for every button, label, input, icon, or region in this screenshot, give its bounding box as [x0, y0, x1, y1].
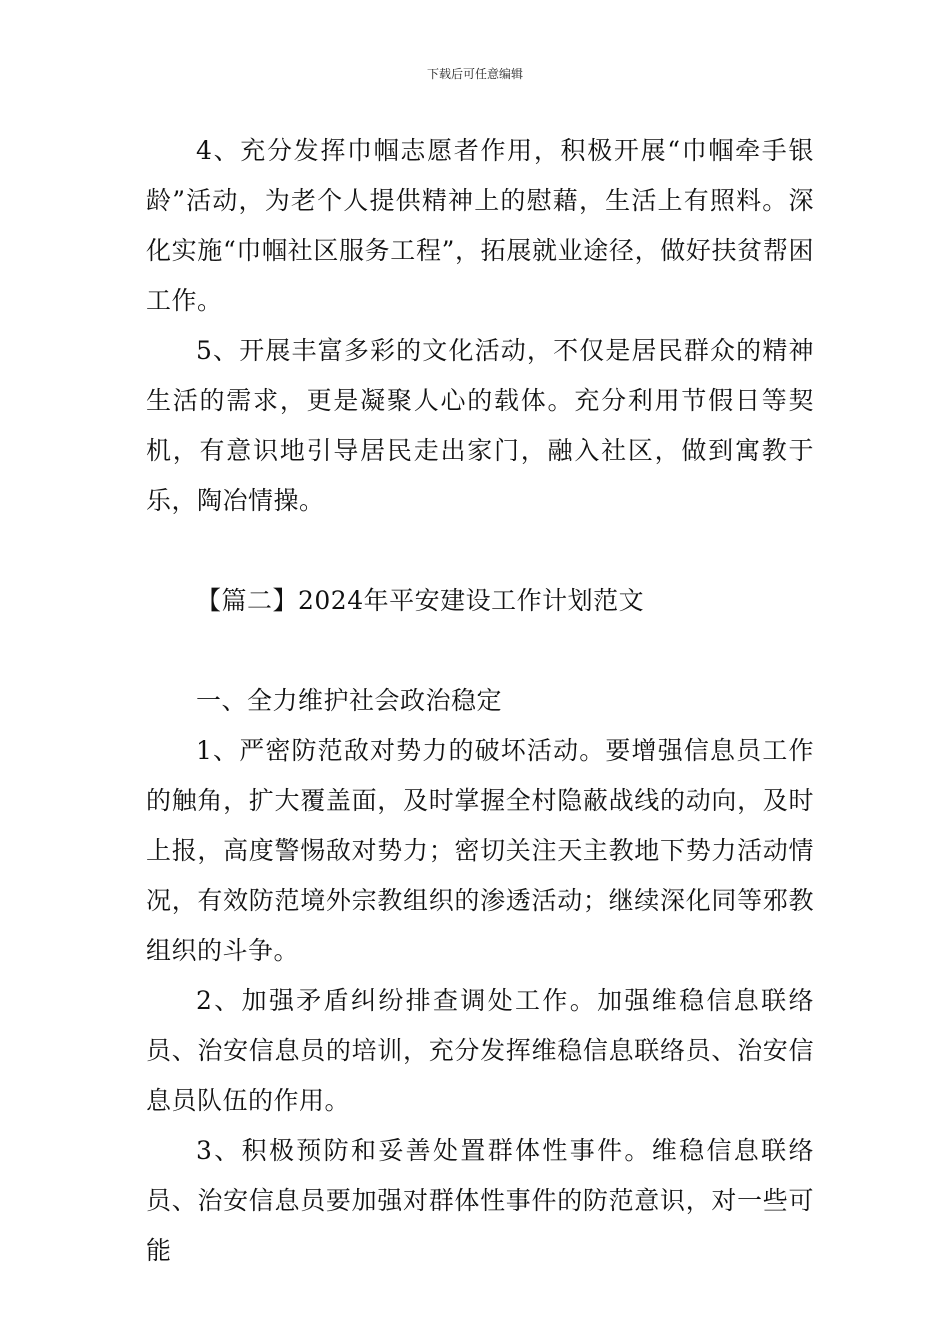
paragraph-item-2: 2、加强矛盾纠纷排查调处工作。加强维稳信息联络员、治安信息员的培训，充分发挥维稳信息联络员、治安信息员队伍的作用。 — [146, 986, 814, 1115]
document-body — [146, 126, 814, 1276]
paragraph-item-4: 4、充分发挥巾帼志愿者作用，积极开展“巾帼牵手银龄”活动，为老个人提供精神上的慰藉，生活上有照料。深化实施“巾帼社区服务工程”，拓展就业途径，做好扶贫帮困工作。 — [146, 136, 814, 315]
paragraph-item-5: 5、开展丰富多彩的文化活动，不仅是居民群众的精神生活的需求，更是凝聚人心的载体。充分利用节假日等契机，有意识地引导居民走出家门，融入社区，做到寓教于乐，陶冶情操。 — [146, 336, 814, 515]
article-title: 【篇二】2024年平安建设工作计划范文 — [196, 586, 645, 615]
section-heading: 一、全力维护社会政治稳定 — [196, 686, 503, 715]
paragraph-item-1: 1、严密防范敌对势力的破坏活动。要增强信息员工作的触角，扩大覆盖面，及时掌握全村隐蔽战线的动向，及时上报，高度警惕敌对势力；密切关注天主教地下势力活动情况，有效防范境外宗教组织的渗透活动；继续深化同等邪教组织的斗争。 — [146, 736, 814, 965]
paragraph-item-3: 3、积极预防和妥善处置群体性事件。维稳信息联络员、治安信息员要加强对群体性事件的防范意识，对一些可能 — [146, 1136, 814, 1265]
page-header: 下载后可任意编辑 — [426, 67, 523, 81]
